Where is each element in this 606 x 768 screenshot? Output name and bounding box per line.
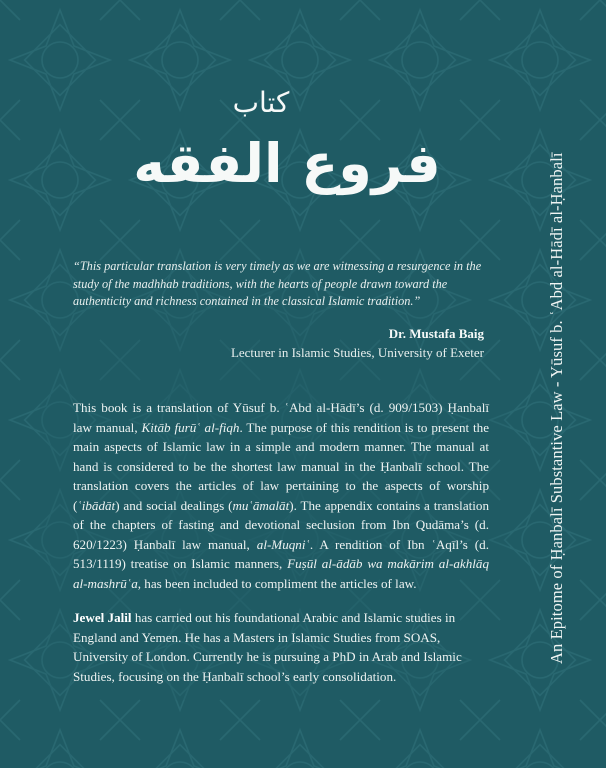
title-al-muqni: al-Muqniʿ — [256, 536, 310, 552]
author-bio — [73, 608, 489, 686]
endorser-name: Dr. Mustafa Baig — [388, 326, 484, 341]
spine-title: An Epitome of Ḥanbalī Substantive Law - Yūsuf b. ʿAbd al-Hādī al-Ḥanbalī — [547, 152, 566, 664]
description-text: This book is a translation of Yūsuf b. ʿAbd al-Hādī’s (d. 909/1503) Ḥanbalī law manual, — [73, 400, 489, 435]
author-bio-text: has carried out his foundational Arabic and Islamic studies in England and Yemen. He has a Masters in Islamic Studies from SOAS, University of London. Currently he is pursuing a PhD in Arab and Islamic Studies, focusing on the Ḥanbalī school’s early consolidation. — [73, 610, 462, 684]
title-fusul: Fuṣūl al-ādāb wa makārim al-akhlāq al-mashrūʿa — [73, 556, 489, 591]
arabic-title-calligraphy — [133, 82, 441, 212]
description-text: . The purpose of this rendition is to present the main aspects of Islamic law in a simple and modern manner. The manual at hand is considered to be the shortest law manual in the Ḥanbalī school. The translation covers the articles of law pertaining to the aspects of worship ( — [73, 419, 490, 513]
description-text: ). The appendix contains a translation of the chapters of fasting and devotional seclusion from Ibn Qudāma’s (d. 620/1223) Ḥanbalī law manual, — [73, 497, 489, 552]
book-title-italic: Kitāb furūʿ al-fiqh — [141, 419, 240, 435]
arabic-title-kitab: كتاب — [232, 86, 290, 119]
book-description — [73, 398, 489, 593]
description-text: . A rendition of Ibn ʿAqīl’s (d. 513/1119) treatise on Islamic manners, — [73, 536, 489, 571]
description-text: ) and social dealings ( — [115, 497, 233, 513]
endorsement-quote: “This particular translation is very timely as we are witnessing a resurgence in the study of the madhhab traditions, with the hearts of people drawn toward the authenticity and richness contained in the classical Islamic tradition.” — [73, 259, 482, 308]
description-text: , has been included to compliment the articles of law. — [137, 575, 417, 591]
term-muamalat: muʿāmalāt — [232, 497, 290, 513]
author-name: Jewel Jalil — [73, 610, 132, 625]
arabic-title-furu-al-fiqh: فروع الفقه — [133, 132, 441, 195]
term-ibadat: ʿibādāt — [77, 497, 116, 513]
endorser-role: Lecturer in Islamic Studies, University of Exeter — [230, 345, 484, 360]
